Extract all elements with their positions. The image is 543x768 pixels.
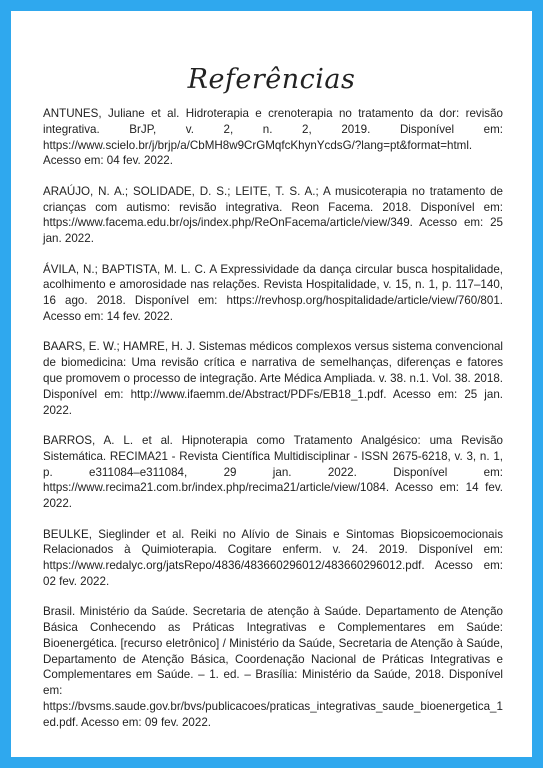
page bbox=[11, 11, 532, 757]
reference-item: BEULKE, Sieglinder et al. Reiki no Alívio de Sinais e Sintomas Biopsicoemocionais Relacionados à Quimioterapia. Cogitare enferm. v. 24. 2019. Disponível em: https://www.redalyc.org/jatsRepo/4836/483660296012/483660296012.pdf. Acesso em: 02 fev. 2022. bbox=[43, 527, 503, 588]
reference-item: ARAÚJO, N. A.; SOLIDADE, D. S.; LEITE, T. S. A.; A musicoterapia no tratamento de crianças com autismo: revisão integrativa. Reon Facema. 2018. Disponível em: https://www.facema.edu.br/ojs/index.php/ReOnFacema/article/view/349. Acesso em: 25 jan. 2022. bbox=[43, 184, 503, 246]
page-title: Referências bbox=[187, 64, 356, 95]
reference-item: BARROS, A. L. et al. Hipnoterapia como Tratamento Analgésico: uma Revisão Sistemática. RECIMA21 - Revista Científica Multidisciplinar - ISSN 2675-6218, v. 3, n. 1, p. e311084–e311084, 29 jan. 2022. Disponível em: https://www.recima21.com.br/index.php/recima21/article/view/1084. Acesso em: 14 fev. 2022. bbox=[43, 433, 503, 511]
reference-item: Brasil. Ministério da Saúde. Secretaria de atenção à Saúde. Departamento de Atenção Básica Conhecendo as Práticas Integrativas e Complementares em Saúde: Bioenergética. [recurso eletrônico] / Ministério da Saúde, Secretaria de Atenção à Saúde, Departamento de Atenção Básica, Coordenação Nacional de Práticas Integrativas e Complementares em Saúde. – 1. ed. – Brasília: Ministério da Saúde, 2018. Disponível em: https://bvsms.saude.gov.br/bvs/publicacoes/praticas_integrativas_saude_bioenergetica_1ed.pdf. Acesso em: 09 fev. 2022. bbox=[43, 605, 503, 729]
reference-item: ANTUNES, Juliane et al. Hidroterapia e crenoterapia no tratamento da dor: revisão integrativa. BrJP, v. 2, n. 2, 2019. Disponível em: https://www.scielo.br/j/brjp/a/CbMH8w9CrGMqfcKhynYcdsG/?lang=pt&format=html. Acesso em: 04 fev. 2022. bbox=[43, 107, 503, 168]
reference-item: ÁVILA, N.; BAPTISTA, M. L. C. A Expressividade da dança circular busca hospitalidade, acolhimento e amorosidade nas relações. Revista Hospitalidade, v. 15, n. 1, p. 117–140, 16 ago. 2018. Disponível em: https://revhosp.org/hospitalidade/article/view/760/801. Acesso em: 14 fev. 2022. bbox=[43, 262, 503, 323]
reference-item: BAARS, E. W.; HAMRE, H. J. Sistemas médicos complexos versus sistema convencional de biomedicina: Uma revisão crítica e narrativa de semelhanças, diferenças e fatores que promovem o processo de integração. Arte Médica Ampliada. v. 38. n.1. Vol. 38. 2018. Disponível em: http://www.ifaemm.de/Abstract/PDFs/EB18_1.pdf. Acesso em: 25 jan. 2022. bbox=[43, 340, 503, 417]
reference-list bbox=[43, 106, 503, 745]
